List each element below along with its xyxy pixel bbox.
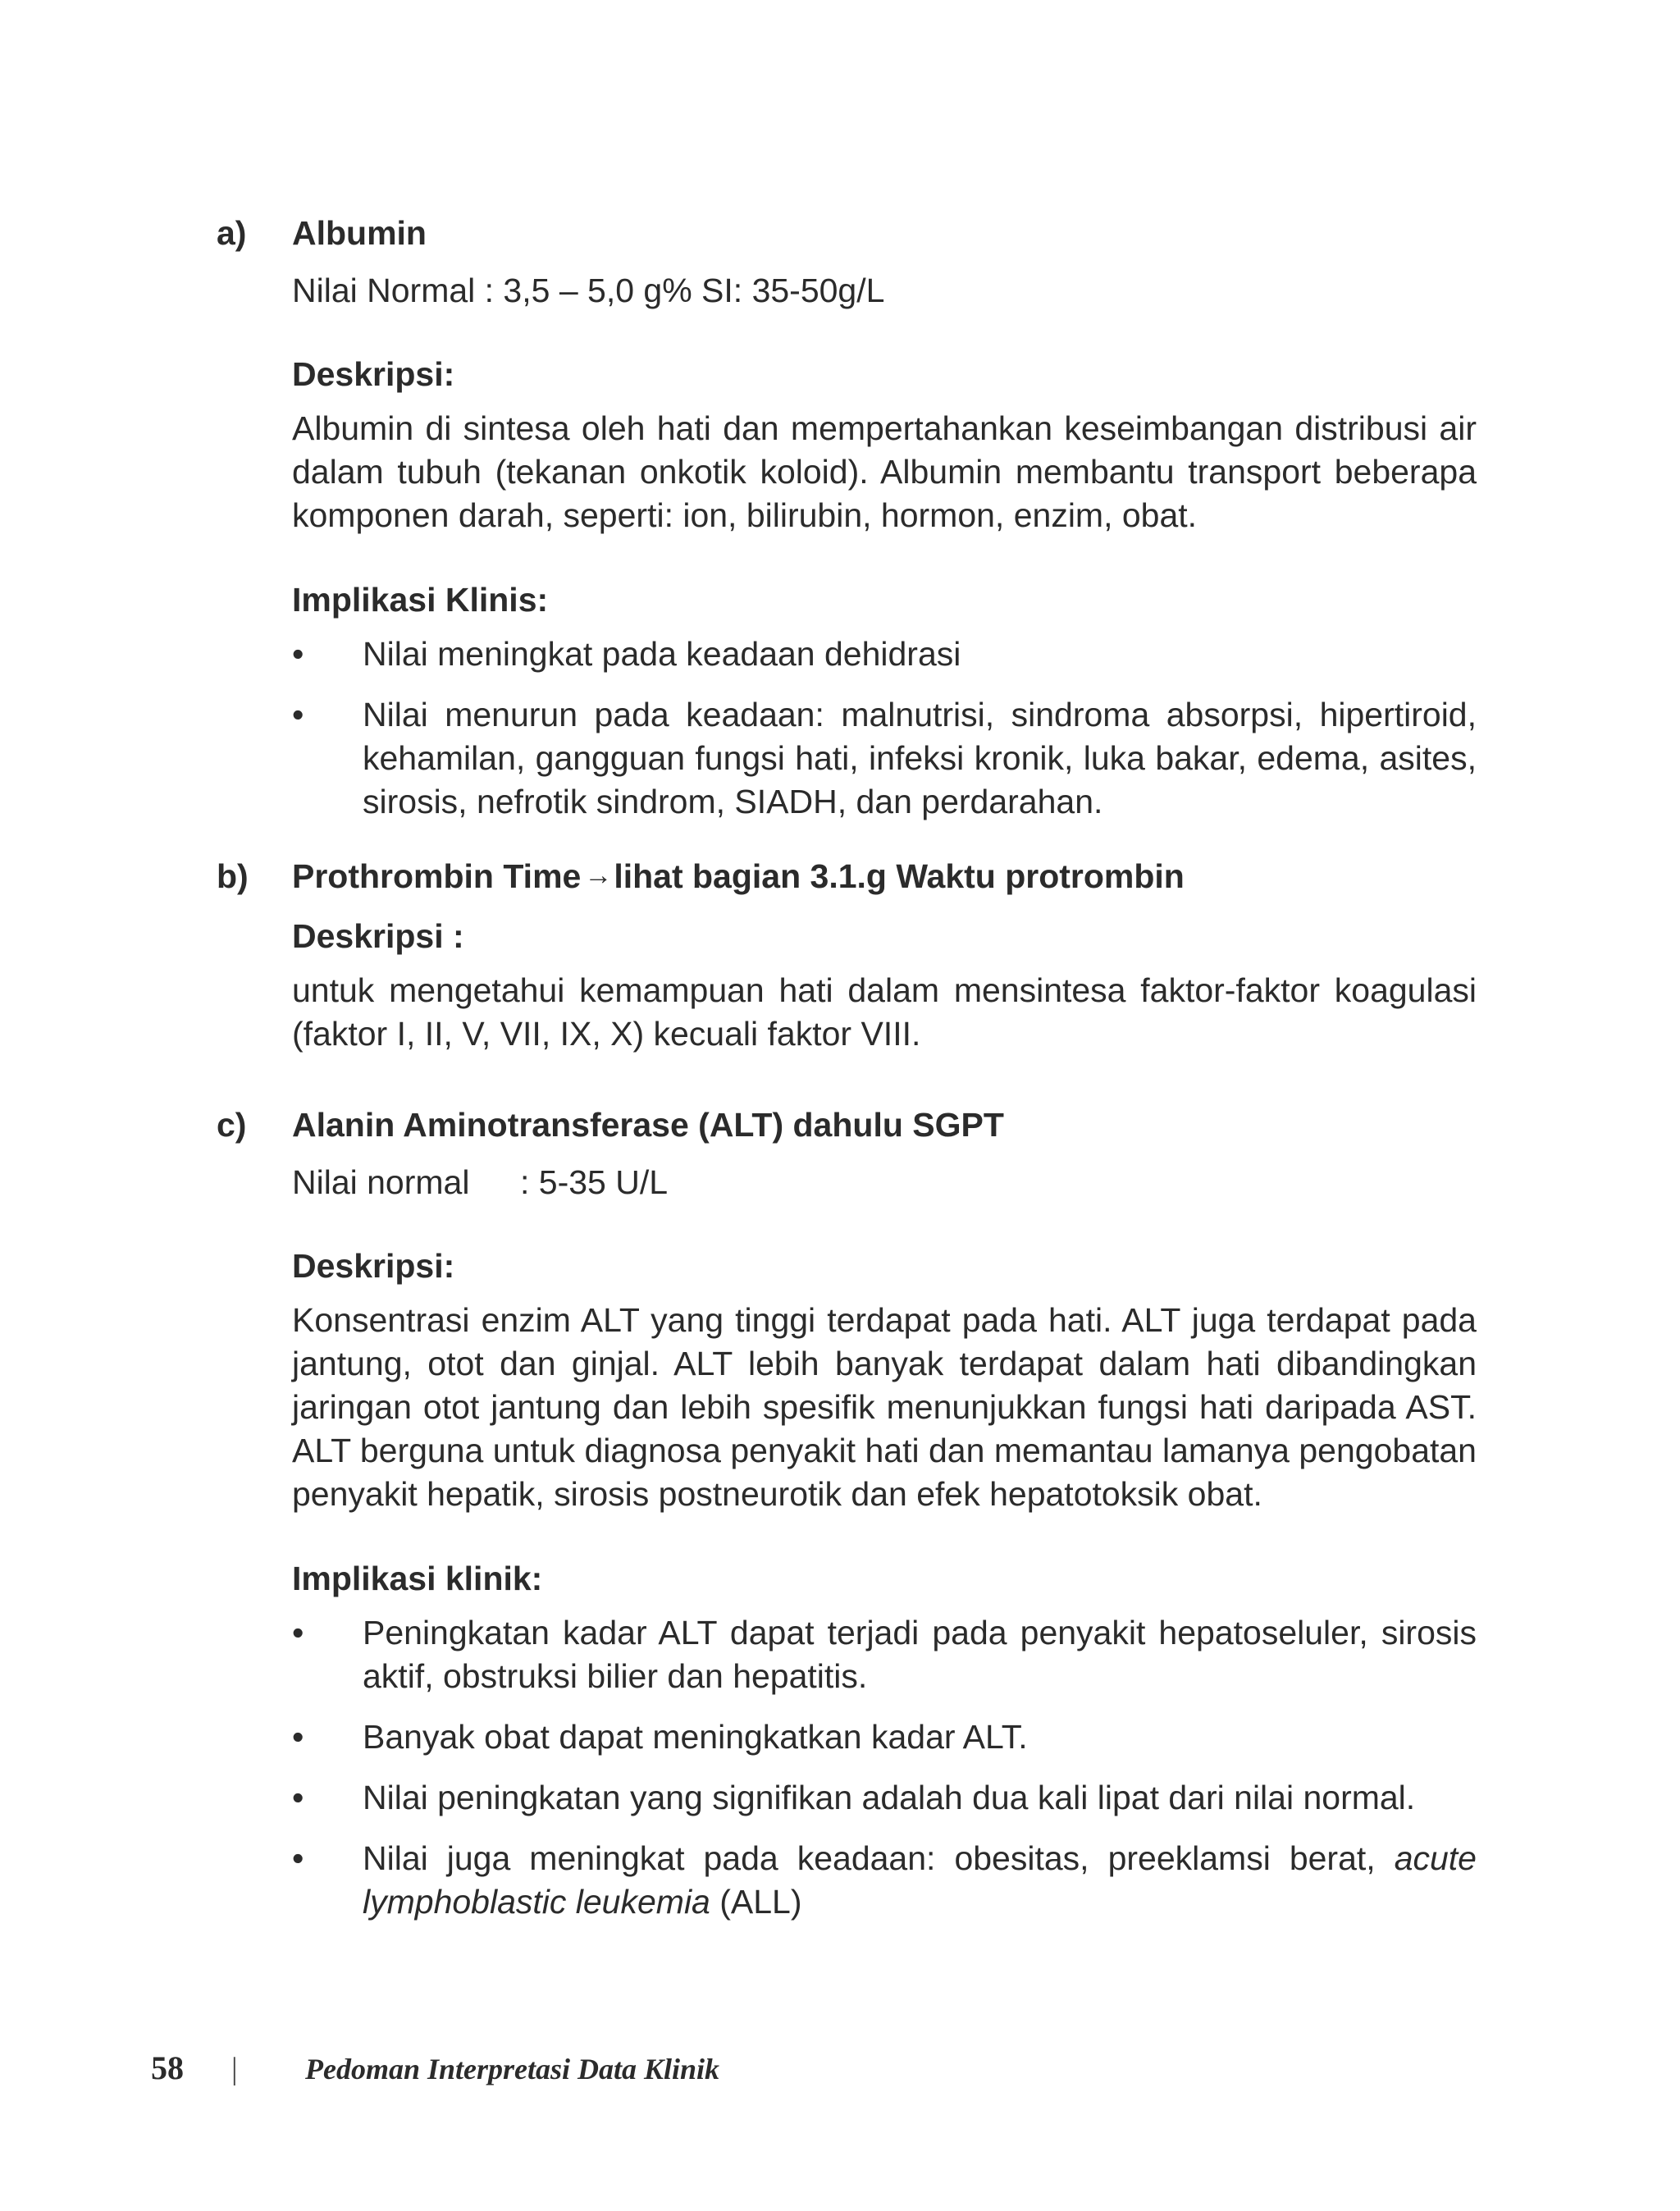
section-title-reference: lihat bagian 3.1.g Waktu protrombin [614,857,1185,895]
section-alt-sgpt [217,1103,1477,1924]
list-item-text: Peningkatan kadar ALT dapat terjadi pada penyakit hepatoseluler, sirosis aktif, obstruksi bilier dan hepatitis. [363,1614,1477,1695]
list-item [292,1776,1477,1820]
section-letter: c) [217,1106,247,1144]
list-item-text: Nilai meningkat pada keadaan dehidrasi [363,635,961,673]
normal-value-row [292,1161,1477,1204]
list-item-text: Nilai menurun pada keadaan: malnutrisi, sindroma absorpsi, hipertiroid, kehamilan, gangguan fungsi hati, infeksi kronik, luka bakar, edema, asites, sirosis, nefrotik sindrom, SIADH, dan perdarahan. [363,696,1477,820]
clinical-implication-heading: Implikasi Klinis: [292,581,549,619]
section-letter: a) [217,214,247,252]
section-title: Albumin [292,214,427,252]
arrow-right-icon: → [584,860,613,891]
list-item-text-part: Nilai juga meningkat pada keadaan: obesitas, preeklamsi berat, [363,1839,1395,1877]
description-text: untuk mengetahui kemampuan hati dalam mensintesa faktor-faktor koagulasi (faktor I, II, V, VII, IX, X) kecuali faktor VIII. [292,971,1477,1053]
section-albumin [217,212,1477,824]
section-prothrombin-time [217,855,1477,1056]
list-item [292,1611,1477,1698]
bullet-icon: • [292,635,304,673]
list-item-text: Banyak obat dapat meningkatkan kadar ALT. [363,1718,1028,1756]
list-item [292,693,1477,824]
description-heading: Deskripsi: [292,355,455,393]
clinical-implication-list [292,633,1477,824]
page-content [217,212,1477,1941]
bullet-icon: • [292,1839,304,1877]
list-item-text: Nilai peningkatan yang signifikan adalah dua kali lipat dari nilai normal. [363,1779,1416,1816]
list-item-text-tail: (ALL) [710,1883,802,1921]
normal-value-line: Nilai Normal : 3,5 – 5,0 g% SI: 35-50g/L [292,272,885,309]
description-text: Konsentrasi enzim ALT yang tinggi terdapat pada hati. ALT juga terdapat pada jantung, otot dan ginjal. ALT lebih banyak terdapat dalam hati dibandingkan jaringan otot jantung dan lebih spesifik menunjukkan fungsi hati daripada AST. ALT berguna untuk diagnosa penyakit hati dan memantau lamanya pengobatan penyakit hepatik, sirosis postneurotik dan efek hepatotoksik obat. [292,1301,1477,1513]
page-footer [151,2049,719,2087]
section-letter: b) [217,857,249,895]
italic-term: acute lymphoblastic leukemia [363,1839,1477,1921]
bullet-icon: • [292,1779,304,1816]
description-heading: Deskripsi : [292,917,464,955]
normal-value: : 5-35 U/L [520,1163,669,1201]
footer-separator: | [231,2052,238,2086]
bullet-icon: • [292,1614,304,1651]
bullet-icon: • [292,696,304,733]
bullet-icon: • [292,1718,304,1756]
list-item [292,1715,1477,1759]
page-number: 58 [151,2049,184,2086]
section-title-main: Prothrombin Time [292,857,582,895]
normal-value-label: Nilai normal [292,1163,470,1201]
list-item-text [363,1839,1477,1921]
section-title: Alanin Aminotransferase (ALT) dahulu SGPT [292,1106,1004,1144]
description-heading: Deskripsi: [292,1247,455,1285]
book-title: Pedoman Interpretasi Data Klinik [305,2053,720,2085]
clinical-implication-heading: Implikasi klinik: [292,1560,543,1597]
clinical-implication-list [292,1611,1477,1924]
list-item [292,633,1477,676]
description-text: Albumin di sintesa oleh hati dan mempertahankan keseimbangan distribusi air dalam tubuh (tekanan onkotik koloid). Albumin membantu transport beberapa komponen darah, seperti: ion, bilirubin, hormon, enzim, obat. [292,409,1477,534]
section-title [292,855,1477,900]
list-item [292,1837,1477,1924]
